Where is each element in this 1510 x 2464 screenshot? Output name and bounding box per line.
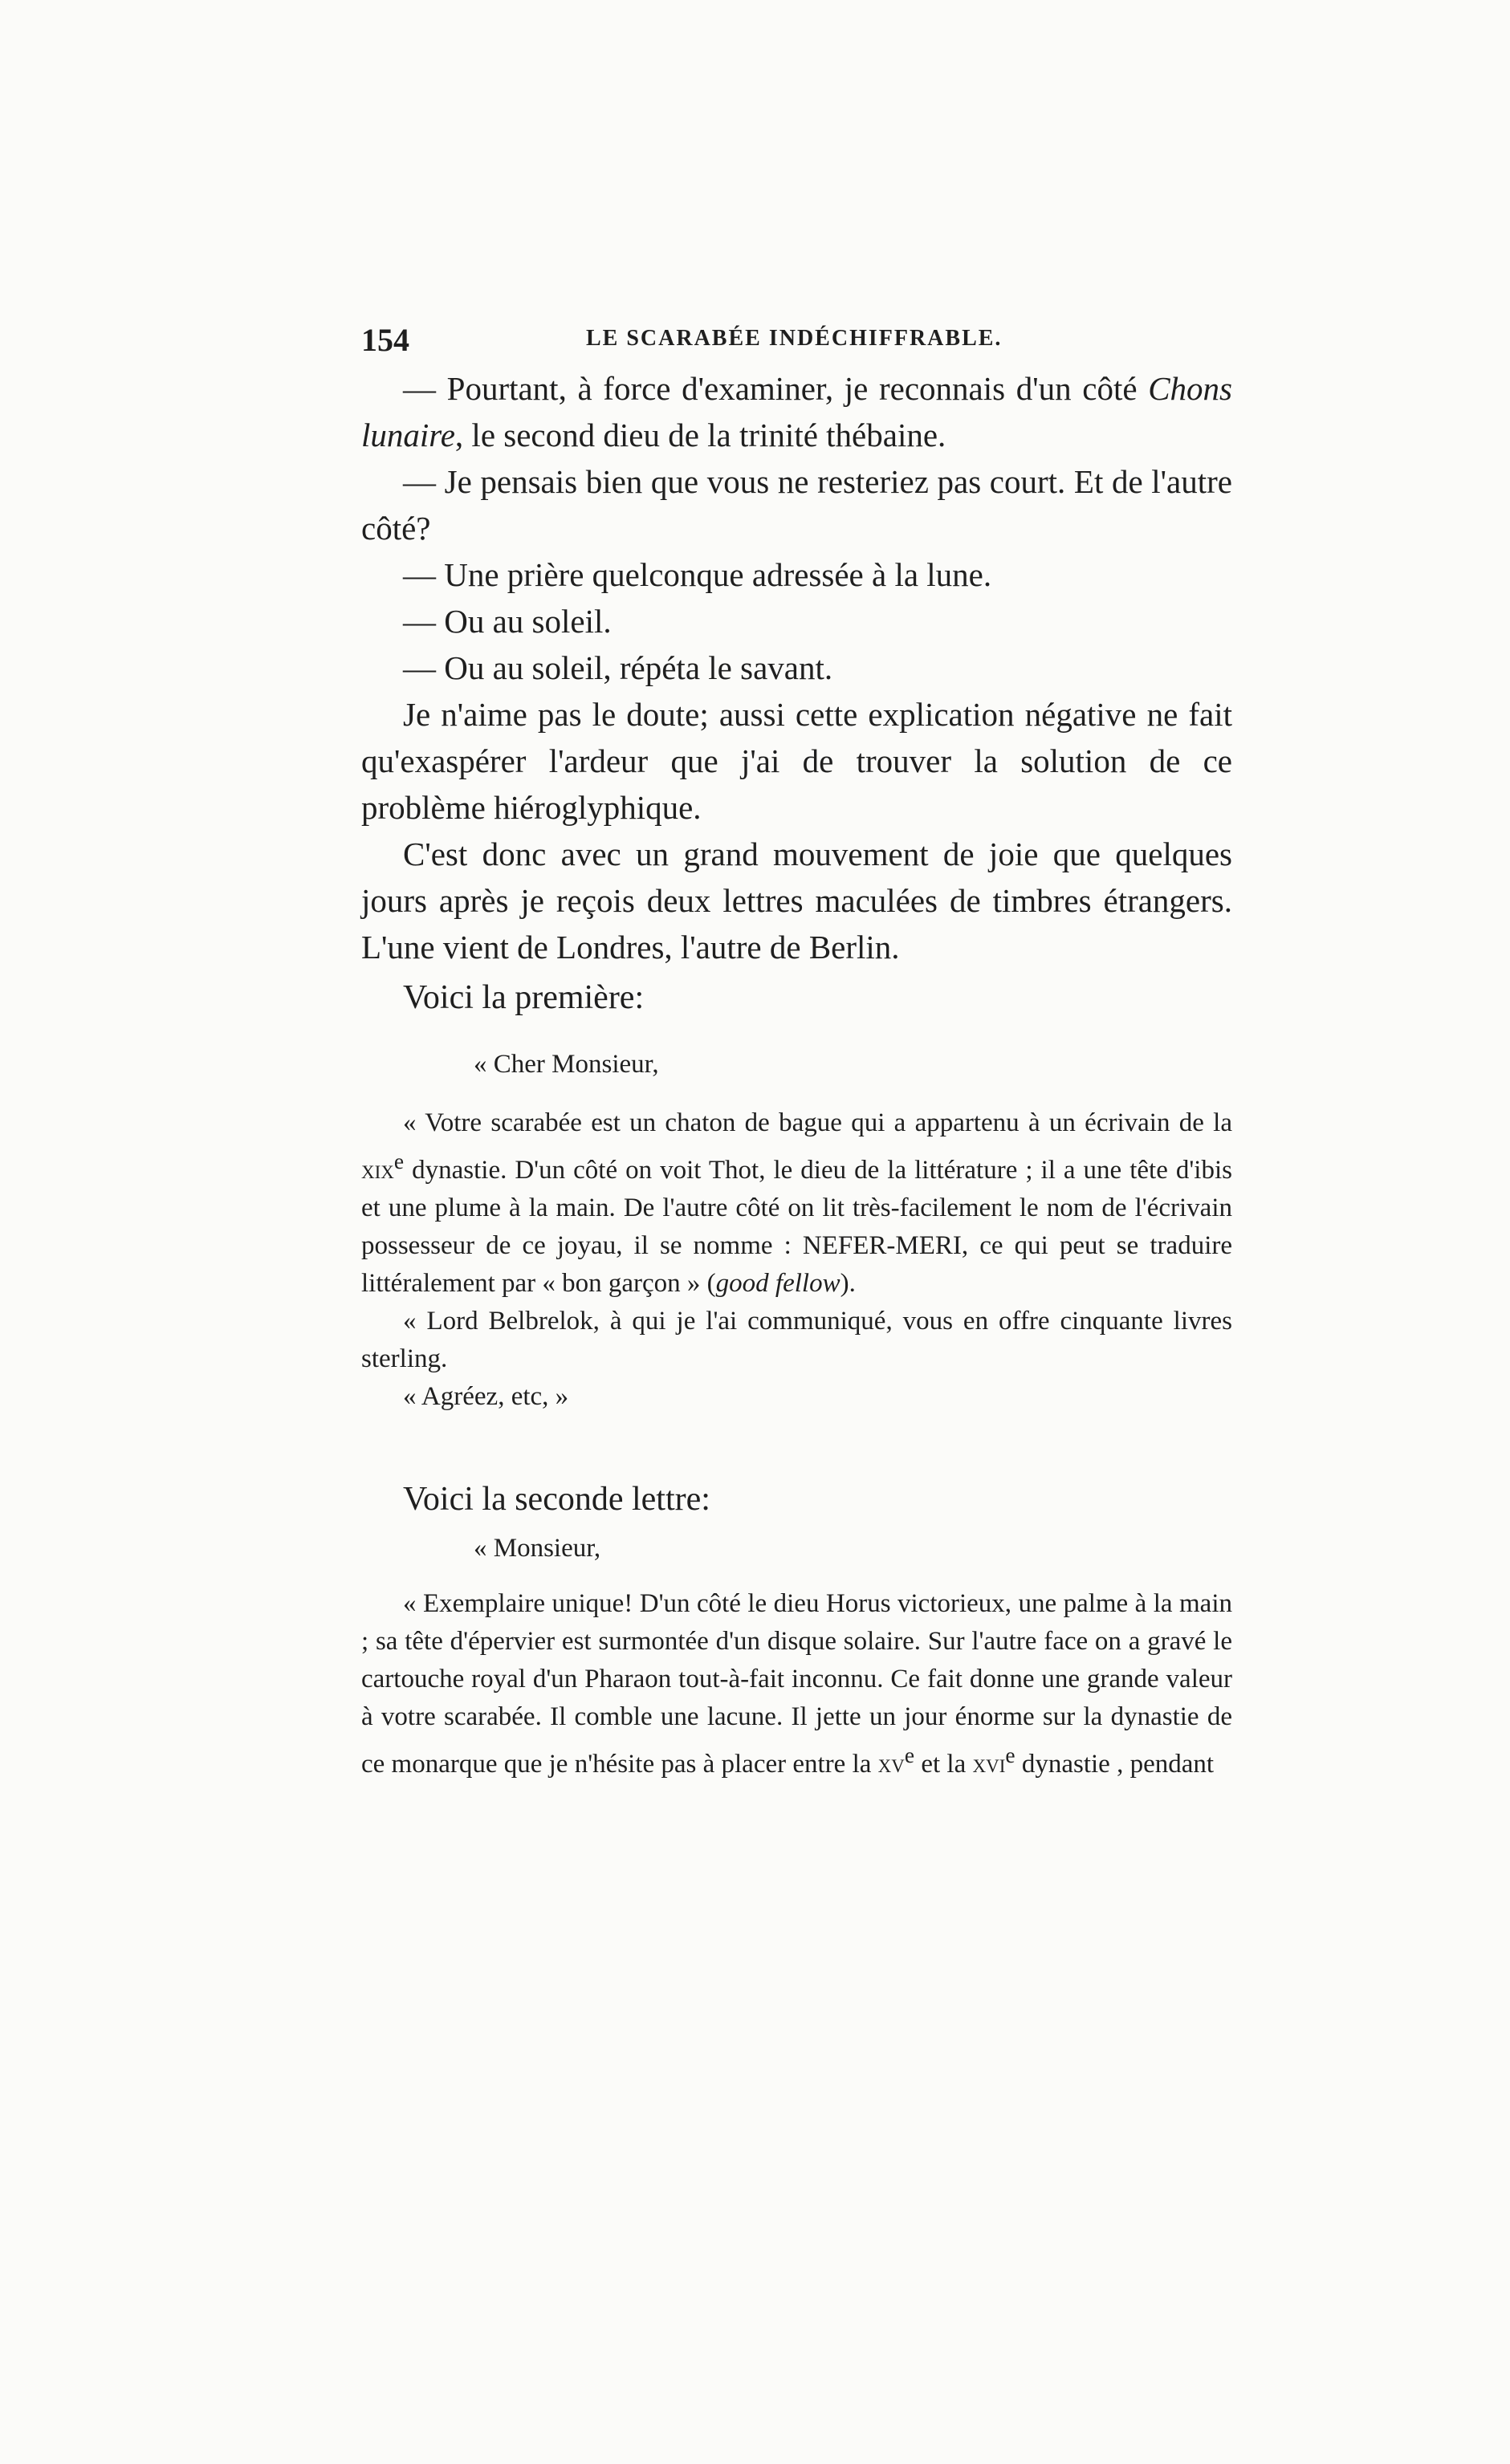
dialogue-line: — Pourtant, à force d'examiner, je reconnais d'un côté Chons lunaire, le second dieu de la trinité thébaine. [361, 370, 1232, 453]
dialogue-line: — Une prière quelconque adressée à la lune. [403, 556, 992, 593]
dialogue-line: — Ou au soleil. [403, 603, 612, 640]
letter-intro: Voici la première: [403, 979, 645, 1016]
italic-term: Chons lunaire [361, 370, 1232, 453]
letter-salutation: « Cher Monsieur, [474, 1050, 659, 1079]
page-header [361, 321, 1244, 361]
paragraph: Je n'aime pas le doute; aussi cette explication négative ne fait qu'exaspérer l'ardeur que j'ai de trouver la solution de ce problème hiéroglyphique. [361, 696, 1232, 826]
letter-paragraph: « Exemplaire unique! D'un côté le dieu Horus victorieux, une palme à la main ; sa tête d'épervier est surmontée d'un disque solaire. Sur l'autre face on a gravé le cartouche royal d'un Pharaon tout-à-fait inconnu. Ce fait donne une grande valeur à votre scarabée. Il comble une lacune. Il jette un jour énorme sur la dynastie de ce monarque que je n'hésite pas à placer entre la $xv^e$ et la xvi$^e$ dynastie , pendant [361, 1589, 1232, 1779]
letter-closing: « Agréez, etc, » [403, 1382, 569, 1411]
letter-salutation: « Monsieur, [474, 1534, 601, 1563]
dialogue-line: — Ou au soleil, répéta le savant. [403, 649, 833, 686]
body-text [361, 365, 1232, 1783]
page-number: 154 [361, 322, 409, 358]
dialogue-line: — Je pensais bien que vous ne resteriez pas court. Et de l'autre côté? [361, 463, 1232, 547]
letter-paragraph: « Lord Belbrelok, à qui je l'ai communiqué, vous en offre cinquante livres sterling. [361, 1307, 1232, 1373]
running-title: LE SCARABÉE INDÉCHIFFRABLE. [586, 326, 1003, 351]
letter-paragraph: « Votre scarabée est un chaton de bague qui a appartenu à un écrivain de la xix$^e$ dynastie. D'un côté on voit Thot, le dieu de la littérature ; il a une tête d'ibis et une plume à la main. De l'autre côté on lit très-facilement le nom de l'écrivain possesseur de ce joyau, il se nomme : NEFER-MERI, ce qui peut se traduire littéralement par « bon garçon » (good fellow). [361, 1108, 1232, 1298]
letter-intro: Voici la seconde lettre: [403, 1481, 710, 1518]
paragraph: C'est donc avec un grand mouvement de joie que quelques jours après je reçois deux lettres maculées de timbres étrangers. L'une vient de Londres, l'autre de Berlin. [361, 836, 1232, 966]
